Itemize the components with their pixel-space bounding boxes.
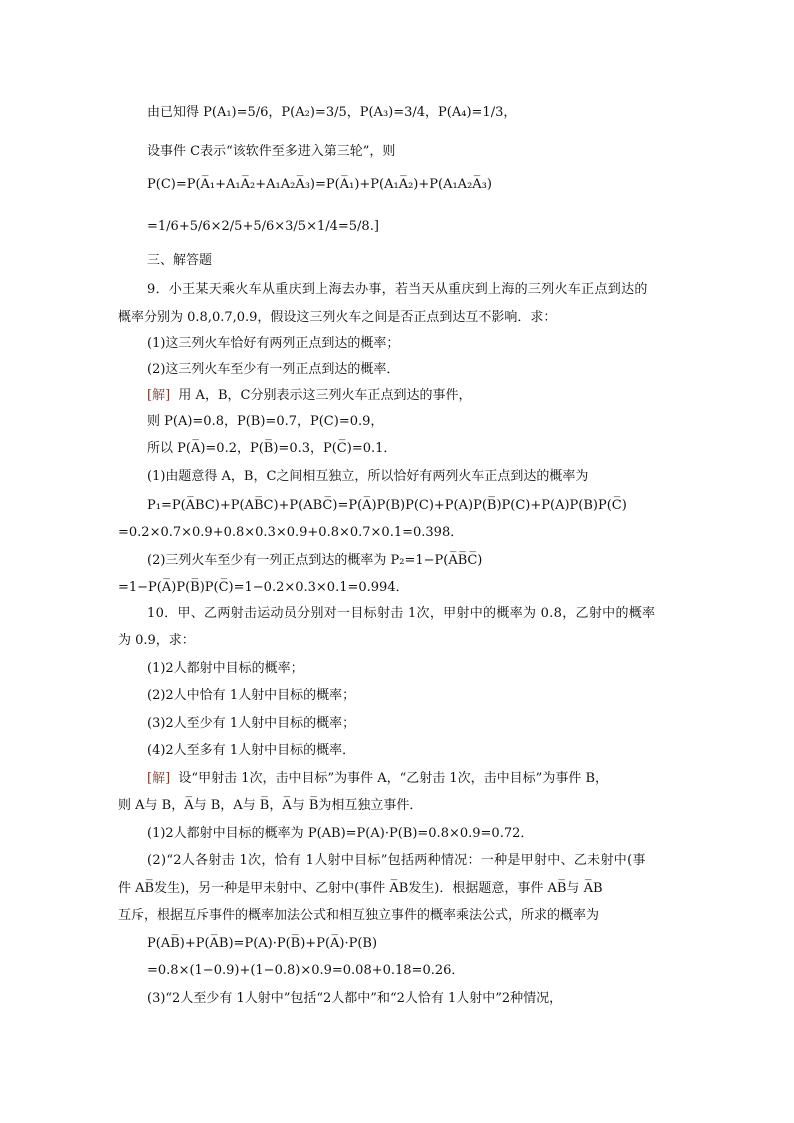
solution-line: (2)三列火车至少有一列正点到达的概率为 P₂=1−P(A̅B̅C̅): [147, 553, 483, 568]
solution-line: (1)2人都射中目标的概率为 P(AB)=P(A)·P(B)=0.8×0.9=0.72．: [147, 826, 534, 841]
problem-10-question: (3)2人至少有 1人射中目标的概率；: [147, 716, 356, 731]
solution-text: 用 A，B，C分别表示这三列火车正点到达的事件，: [178, 388, 472, 403]
solution-line: (3)“2人至少有 1人射中”包括“2人都中”和“2人恰有 1人射中”2种情况，: [147, 991, 563, 1006]
solution-line: [0, 387, 794, 405]
problem-10-question: (1)2人都射中目标的概率；: [147, 661, 304, 676]
problem-9-question: (1)这三列火车恰好有两列正点到达的概率；: [147, 336, 400, 351]
text-line: =1/6+5/6×2/5+5/6×3/5×1/4=5/8.]: [147, 219, 379, 234]
solution-line: 则 P(A)=0.8，P(B)=0.7，P(C)=0.9，: [147, 414, 384, 429]
problem-9-line: 9．小王某天乘火车从重庆到上海去办事，若当天从重庆到上海的三列火车正点到达的: [147, 282, 648, 297]
solution-line: (1)由题意得 A，B，C之间相互独立，所以恰好有两列火车正点到达的概率为: [147, 469, 589, 484]
solution-text: 设“甲射击 1次，击中目标”为事件 A，“乙射击 1次，击中目标”为事件 B，: [178, 771, 609, 786]
problem-10-question: (4)2人至多有 1人射中目标的概率．: [147, 743, 356, 758]
problem-10-line: 为 0.9，求：: [118, 633, 195, 648]
formula-line: P(AB̅)+P(A̅B)=P(A)·P(B̅)+P(A̅)·P(B): [147, 936, 378, 951]
solution-line: 互斥，根据互斥事件的概率加法公式和相互独立事件的概率乘法公式，所求的概率为: [118, 908, 600, 923]
text-line: P(C)=P(A̅₁+A₁A̅₂+A₁A₂A̅₃)=P(A̅₁)+P(A₁A̅₂)+P(A₁A₂A̅₃): [147, 177, 492, 192]
formula-line: =1−P(A̅)P(B̅)P(C̅)=1−0.2×0.3×0.1=0.994．: [118, 580, 409, 595]
solution-label: [解]: [147, 388, 171, 403]
problem-10-line: 10．甲、乙两射击运动员分别对一目标射击 1次，甲射中的概率为 0.8，乙射中的概率: [147, 606, 656, 621]
text-line: 设事件 C表示“该软件至多进入第三轮”，则: [147, 144, 396, 159]
solution-line: 所以 P(A̅)=0.2，P(B̅)=0.3，P(C̅)=0.1．: [147, 441, 397, 456]
formula-line: =0.2×0.7×0.9+0.8×0.3×0.9+0.8×0.7×0.1=0.398．: [118, 525, 464, 540]
section-heading: 三、解答题: [147, 253, 213, 268]
solution-line: 件 AB̅发生)，另一种是甲未射中、乙射中(事件 A̅B发生)．根据题意，事件 AB̅与 A̅B: [118, 881, 603, 896]
problem-9-line: 概率分别为 0.8,0.7,0.9，假设这三列火车之间是否正点到达互不影响．求：: [118, 310, 557, 325]
formula-line: =0.8×(1−0.9)+(1−0.8)×0.9=0.08+0.18=0.26．: [147, 963, 465, 978]
solution-line: [0, 770, 794, 788]
solution-line: 则 A与 B，A̅与 B，A与 B̅，A̅与 B̅为相互独立事件．: [118, 798, 423, 813]
solution-label: [解]: [147, 771, 171, 786]
problem-10-question: (2)2人中恰有 1人射中目标的概率；: [147, 688, 356, 703]
problem-9-question: (2)这三列火车至少有一列正点到达的概率．: [147, 362, 400, 377]
formula-line: P₁=P(A̅BC)+P(AB̅C)+P(ABC̅)=P(A̅)P(B)P(C)+P(A)P(B̅)P(C)+P(A)P(B)P(C̅): [147, 498, 627, 513]
solution-line: (2)“2人各射击 1次，恰有 1人射中目标”包括两种情况：一种是甲射中、乙未射中(事: [147, 853, 646, 868]
text-line: 由已知得 P(A₁)=5/6，P(A₂)=3/5，P(A₃)=3/4，P(A₄)=1/3，: [147, 105, 517, 120]
